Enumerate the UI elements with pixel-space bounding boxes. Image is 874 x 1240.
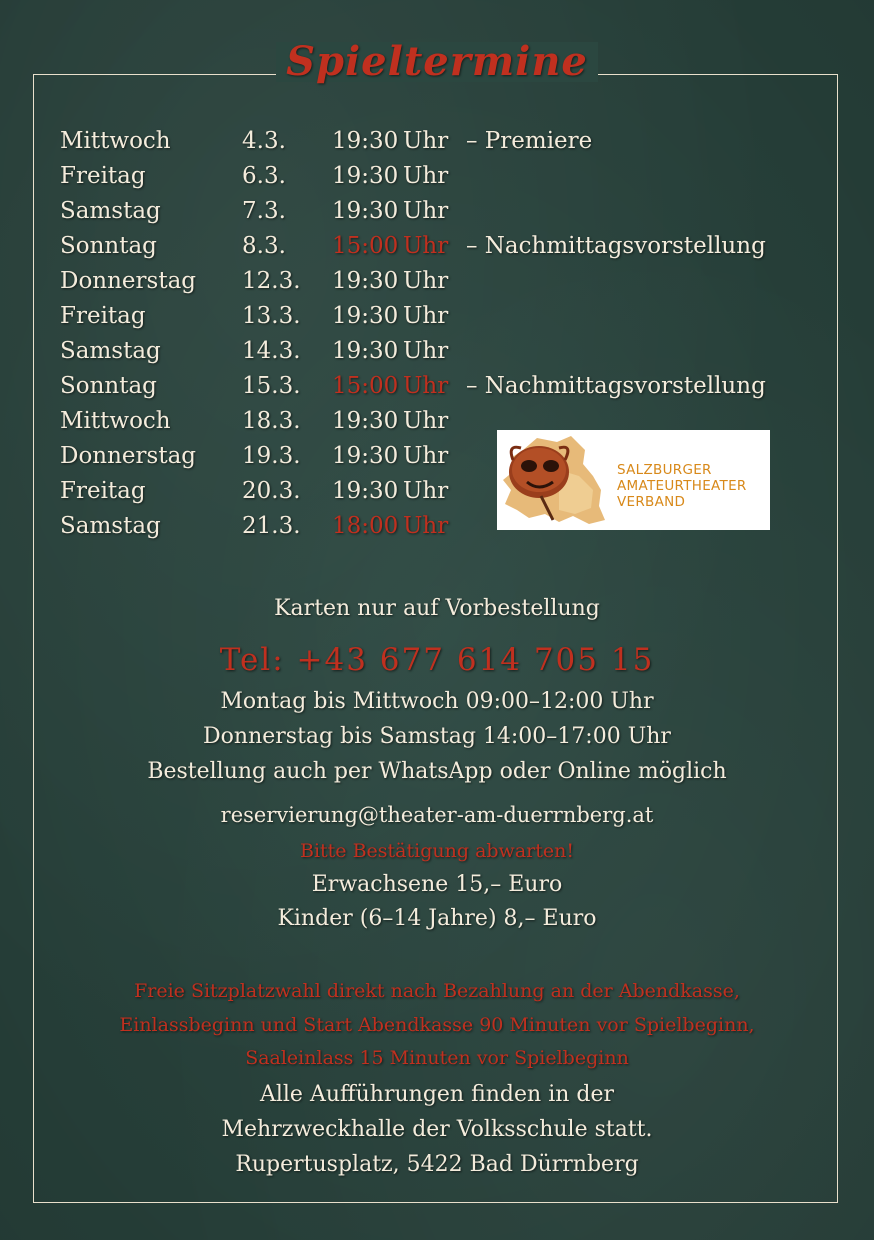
schedule-day: Freitag [60,163,146,189]
schedule-date: 21.3. [242,513,301,539]
schedule-row [60,124,820,159]
schedule-day: Freitag [60,303,146,329]
schedule-time: 19:30 [332,408,399,434]
schedule-uhr: Uhr [403,268,449,294]
seating-line-2: Einlassbeginn und Start Abendkasse 90 Minuten vor Spielbeginn, [119,1014,755,1036]
schedule-time: 19:30 [332,478,399,504]
price-children: Kinder (6–14 Jahre) 8,– Euro [277,906,597,931]
schedule-row [60,194,820,229]
confirm-note: Bitte Bestätigung abwarten! [300,840,574,862]
schedule-date: 18.3. [242,408,301,434]
schedule-time: 18:00 [332,513,399,539]
schedule-time: 15:00 [332,233,399,259]
schedule-time: 15:00 [332,373,399,399]
schedule-note: – Nachmittagsvorstellung [466,233,766,259]
schedule-date: 8.3. [242,233,286,259]
email-link[interactable]: reservierung@theater-am-duerrnberg.at [220,803,654,827]
schedule-row [60,229,820,264]
schedule-day: Sonntag [60,373,157,399]
schedule-day: Mittwoch [60,408,171,434]
schedule-uhr: Uhr [403,163,449,189]
schedule-time: 19:30 [332,163,399,189]
schedule-time: 19:30 [332,128,399,154]
schedule-time: 19:30 [332,443,399,469]
seating-line-3: Saaleinlass 15 Minuten vor Spielbeginn [245,1047,629,1069]
page-title: Spieltermine [276,42,598,82]
schedule-uhr: Uhr [403,338,449,364]
schedule-note: – Premiere [466,128,593,154]
schedule-row [60,334,820,369]
schedule-day: Sonntag [60,233,157,259]
schedule-date: 7.3. [242,198,286,224]
schedule-time: 19:30 [332,303,399,329]
venue-line-1: Alle Aufführungen finden in der [259,1082,615,1107]
hours-thu-sat: Donnerstag bis Samstag 14:00–17:00 Uhr [203,724,671,749]
seating-line-1: Freie Sitzplatzwahl direkt nach Bezahlung an der Abendkasse, [134,980,740,1002]
schedule-row [60,299,820,334]
logo-text [617,462,747,510]
hours-mon-wed: Montag bis Mittwoch 09:00–12:00 Uhr [220,689,654,714]
schedule-uhr: Uhr [403,128,449,154]
schedule-row [60,159,820,194]
schedule-date: 20.3. [242,478,301,504]
schedule-uhr: Uhr [403,513,449,539]
schedule-uhr: Uhr [403,478,449,504]
price-adults: Erwachsene 15,– Euro [311,872,563,897]
whatsapp-note: Bestellung auch per WhatsApp oder Online möglich [147,759,727,784]
logo-line: AMATEURTHEATER [617,478,747,494]
schedule-day: Donnerstag [60,443,197,469]
schedule-day: Samstag [60,338,161,364]
schedule-uhr: Uhr [403,233,449,259]
schedule-day: Freitag [60,478,146,504]
schedule-uhr: Uhr [403,303,449,329]
schedule-time: 19:30 [332,198,399,224]
schedule-date: 15.3. [242,373,301,399]
logo-line: VERBAND [617,494,686,510]
schedule-time: 19:30 [332,268,399,294]
schedule-date: 6.3. [242,163,286,189]
schedule-note: – Nachmittagsvorstellung [466,373,766,399]
schedule-uhr: Uhr [403,373,449,399]
schedule-day: Samstag [60,513,161,539]
venue-line-3: Rupertusplatz, 5422 Bad Dürrnberg [235,1152,639,1177]
phone-number[interactable]: Tel: +43 677 614 705 15 [219,642,655,678]
schedule-uhr: Uhr [403,443,449,469]
sav-logo [497,430,770,530]
schedule-date: 19.3. [242,443,301,469]
tickets-note: Karten nur auf Vorbestellung [274,596,600,621]
schedule-date: 14.3. [242,338,301,364]
venue-line-2: Mehrzweckhalle der Volksschule statt. [221,1117,653,1142]
page-title-wrap [0,38,874,85]
schedule-date: 12.3. [242,268,301,294]
logo-line: SALZBURGER [617,462,712,478]
schedule-date: 4.3. [242,128,286,154]
schedule-row [60,264,820,299]
schedule-uhr: Uhr [403,408,449,434]
schedule-day: Mittwoch [60,128,171,154]
schedule-day: Samstag [60,198,161,224]
schedule-day: Donnerstag [60,268,197,294]
schedule-uhr: Uhr [403,198,449,224]
schedule-time: 19:30 [332,338,399,364]
schedule-row [60,369,820,404]
schedule-date: 13.3. [242,303,301,329]
